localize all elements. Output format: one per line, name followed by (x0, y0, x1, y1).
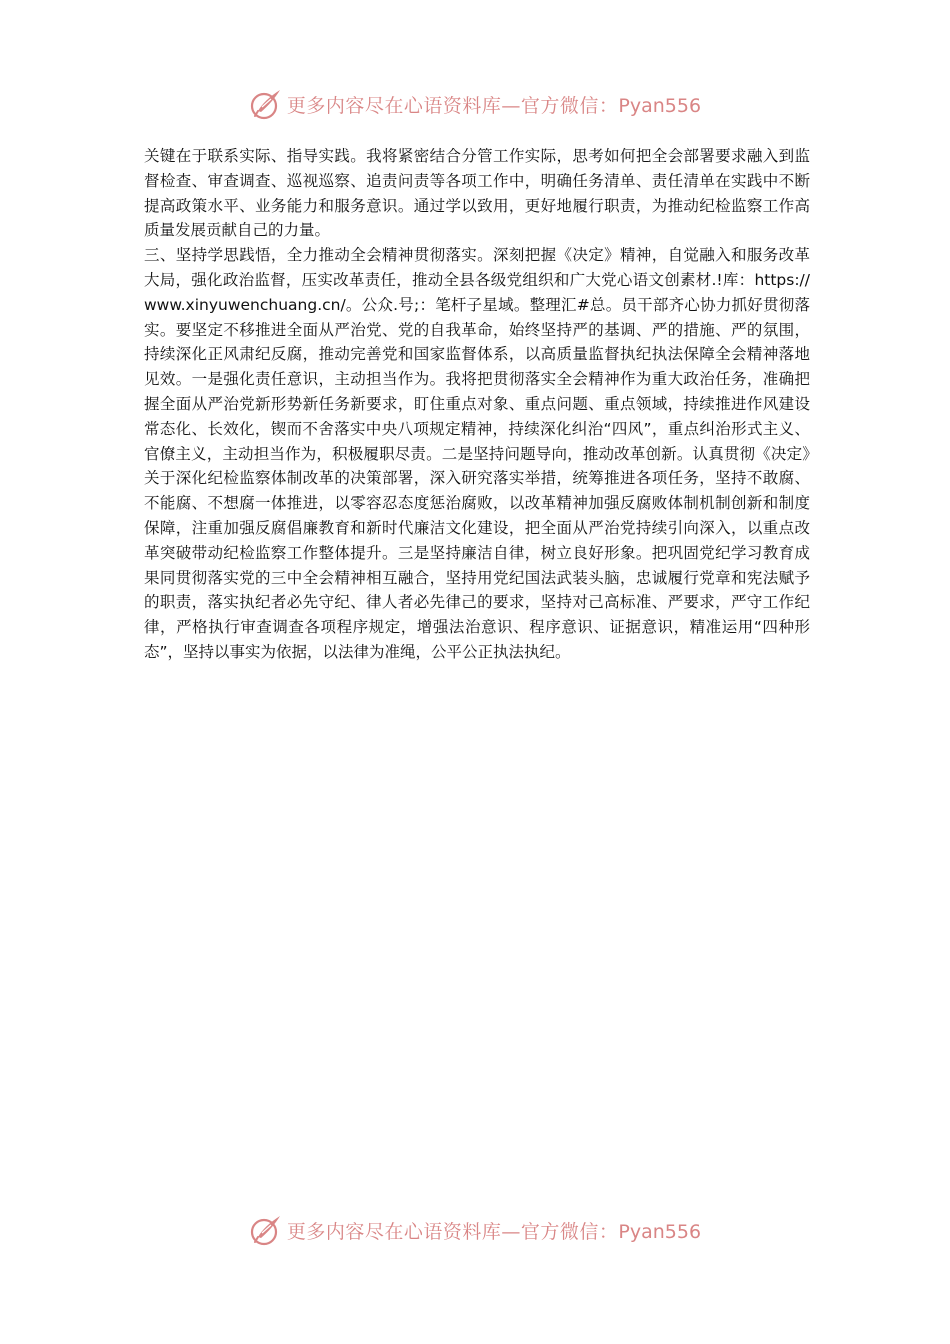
paragraph: 三、坚持学思践悟，全力推动全会精神贯彻落实。深刻把握《决定》精神，自觉融入和服务改革大局，强化政治监督，压实改革责任，推动全县各级党组织和广大党心语文创素材.!库：https://www.xinyuwenchuang.cn/。公众.号;：笔杆子星域。整理汇#总。员干部齐心协力抓好贯彻落实。要坚定不移推进全面从严治党、党的自我革命，始终坚持严的基调、严的措施、严的氛围，持续深化正风肃纪反腐，推动完善党和国家监督体系，以高质量监督执纪执法保障全会精神落地见效。一是强化责任意识，主动担当作为。我将把贯彻落实全会精神作为重大政治任务，准确把握全面从严治党新形势新任务新要求，盯住重点对象、重点问题、重点领域，持续推进作风建设常态化、长效化，锲而不舍落实中央八项规定精神，持续深化纠治“四风”，重点纠治形式主义、官僚主义，主动担当作为，积极履职尽责。二是坚持问题导向，推动改革创新。认真贯彻《决定》关于深化纪检监察体制改革的决策部署，深入研究落实举措，统筹推进各项任务，坚持不敢腐、不能腐、不想腐一体推进，以零容忍态度惩治腐败，以改革精神加强反腐败体制机制创新和制度保障，注重加强反腐倡廉教育和新时代廉洁文化建设，把全面从严治党持续引向深入，以重点改革突破带动纪检监察工作整体提升。三是坚持廉洁自律，树立良好形象。把巩固党纪学习教育成果同贯彻落实党的三中全会精神相互融合，坚持用党纪国法武装头脑，忠诚履行党章和宪法赋予的职责，落实执纪者必先守纪、律人者必先律己的要求，坚持对己高标准、严要求，严守工作纪律，严格执行审查调查各项程序规定，增强法治意识、程序意识、证据意识，精准运用“四种形态”，坚持以事实为依据，以法律为准绳，公平公正执法执纪。 (144, 246, 810, 661)
quill-logo-icon (249, 1213, 283, 1247)
watermark-wechat-id: Pyan556 (618, 94, 702, 117)
document-body (144, 144, 810, 665)
watermark-header (0, 84, 950, 124)
watermark-wechat-id: Pyan556 (618, 1220, 702, 1243)
paragraph: 关键在于联系实际、指导实践。我将紧密结合分管工作实际，思考如何把全会部署要求融入到监督检查、审查调查、巡视巡察、追责问责等各项工作中，明确任务清单、责任清单在实践中不断提高政策水平、业务能力和服务意识。通过学以致用，更好地履行职责，为推动纪检监察工作高质量发展贡献自己的力量。 (144, 147, 810, 240)
watermark-text: 更多内容尽在心语资料库—官方微信：Pyan556 (286, 94, 702, 117)
watermark-text: 更多内容尽在心语资料库—官方微信：Pyan556 (286, 1220, 702, 1243)
quill-logo-icon (249, 87, 283, 121)
watermark-footer (0, 1210, 950, 1250)
